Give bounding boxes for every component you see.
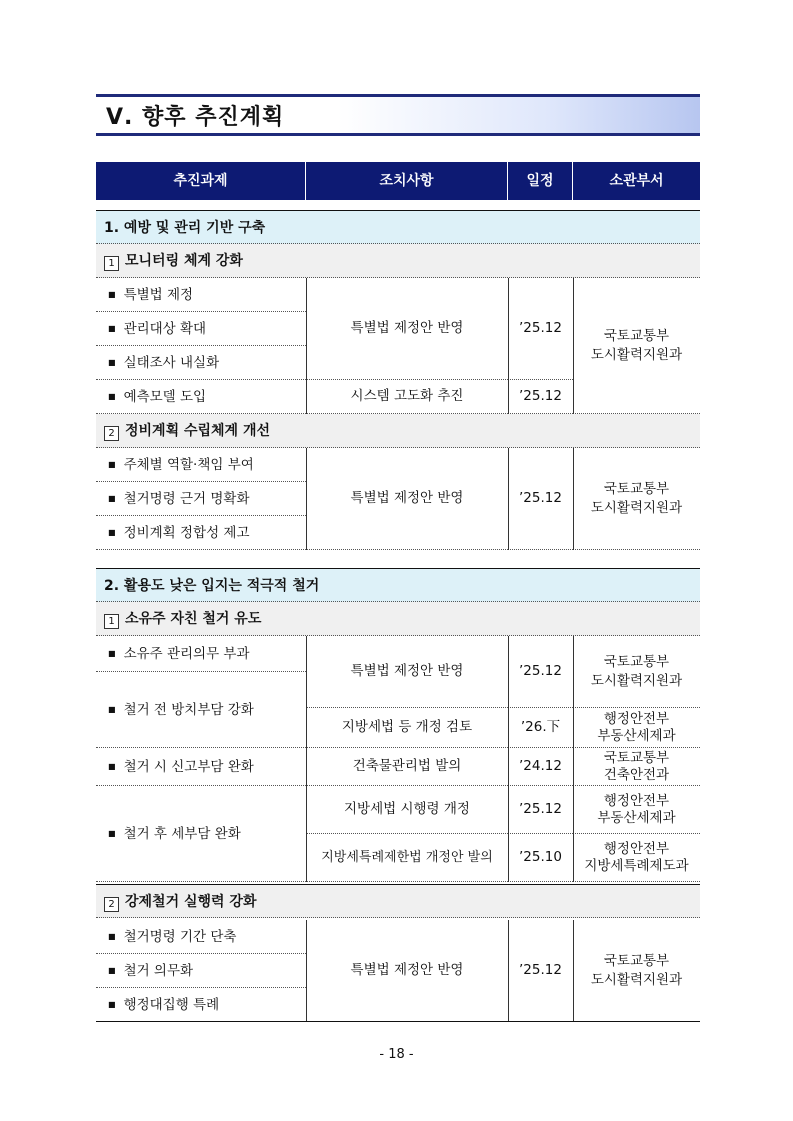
- action-cell: 특별법 제정안 반영: [306, 636, 508, 708]
- list-item: [96, 312, 306, 346]
- column-divider: [508, 920, 509, 1022]
- action-cell: 지방세법 등 개정 검토: [306, 708, 508, 748]
- bullet-icon: ■: [108, 290, 116, 299]
- ministry-name: 행정안전부: [603, 841, 670, 858]
- task-label: 정비계획 정합성 제고: [123, 525, 250, 541]
- date-cell: ’25.12: [508, 636, 573, 708]
- task-label: 소유주 관리의무 부과: [123, 646, 250, 662]
- action-cell: 특별법 제정안 반영: [306, 278, 508, 380]
- column-divider: [573, 636, 574, 882]
- division-name: 도시활력지원과: [590, 346, 683, 363]
- date-cell: ’25.12: [508, 786, 573, 834]
- bullet-icon: ■: [108, 705, 116, 714]
- column-divider: [508, 636, 509, 882]
- page-number: - 18 -: [379, 1047, 414, 1062]
- section-label: 2. 활용도 낮은 입지는 적극적 철거: [104, 578, 320, 594]
- date-cell: ’26.下: [508, 708, 573, 748]
- bullet-icon: ■: [108, 324, 116, 333]
- bullet-icon: ■: [108, 649, 116, 658]
- number-box: 2: [104, 897, 119, 912]
- department-cell: [573, 834, 700, 882]
- section-title-bar: [96, 94, 700, 141]
- bullet-icon: ■: [108, 932, 116, 941]
- date-cell: ’24.12: [508, 748, 573, 786]
- list-item: [96, 448, 306, 482]
- department-cell: [573, 786, 700, 834]
- number-box: 2: [104, 426, 119, 441]
- subsection-label: 정비계획 수립체계 개선: [125, 423, 270, 439]
- column-divider: [306, 920, 307, 1022]
- division-name: 지방세특례제도과: [584, 857, 689, 874]
- subsection-label: 모니터링 체계 강화: [125, 253, 243, 269]
- subsection-row: [96, 244, 700, 278]
- task-label: 예측모델 도입: [123, 389, 207, 405]
- bullet-icon: ■: [108, 1000, 116, 1009]
- task-label: 철거 시 신고부담 완화: [123, 759, 254, 775]
- task-label: 관리대상 확대: [123, 321, 207, 337]
- bullet-icon: ■: [108, 392, 116, 401]
- column-divider: [306, 278, 307, 414]
- division-name: 도시활력지원과: [590, 499, 683, 516]
- list-item: [96, 954, 306, 988]
- division-name: 도시활력지원과: [590, 672, 683, 689]
- task-label: 실태조사 내실화: [123, 355, 220, 371]
- column-divider: [573, 448, 574, 550]
- bullet-icon: ■: [108, 358, 116, 367]
- subsection-row: [96, 602, 700, 636]
- department-cell: [573, 278, 700, 414]
- list-item: [96, 278, 306, 312]
- ministry-name: 행정안전부: [603, 711, 670, 728]
- ministry-name: 국토교통부: [603, 953, 670, 970]
- ministry-name: 국토교통부: [603, 750, 670, 767]
- header-schedule: 일정: [508, 162, 573, 200]
- bullet-icon: ■: [108, 762, 116, 771]
- title-bottom-rule: [96, 133, 700, 136]
- division-name: 도시활력지원과: [590, 971, 683, 988]
- bullet-icon: ■: [108, 829, 116, 838]
- section-row: [96, 210, 700, 244]
- bullet-icon: ■: [108, 966, 116, 975]
- ministry-name: 국토교통부: [603, 654, 670, 671]
- list-item: [96, 346, 306, 380]
- action-cell: 건축물관리법 발의: [306, 748, 508, 786]
- header-task: 추진과제: [96, 162, 306, 200]
- task-label: 철거명령 기간 단축: [123, 929, 237, 945]
- list-item: [96, 636, 306, 672]
- division-name: 부동산세제과: [597, 727, 676, 744]
- ministry-name: 국토교통부: [603, 328, 670, 345]
- task-label: 특별법 제정: [123, 287, 194, 303]
- header-department: 소관부서: [609, 173, 664, 189]
- number-box: 1: [104, 256, 119, 271]
- date-cell: ’25.12: [508, 448, 573, 550]
- action-cell: 지방세특례제한법 개정안 발의: [306, 834, 508, 882]
- column-divider: [573, 278, 574, 414]
- header-action: 조치사항: [306, 162, 508, 200]
- list-item: [96, 988, 306, 1022]
- number-box: 1: [104, 614, 119, 629]
- table-bottom-rule: [96, 1021, 700, 1022]
- task-label: 철거 후 세부담 완화: [123, 826, 241, 842]
- date-cell: ’25.10: [508, 834, 573, 882]
- column-divider: [508, 448, 509, 550]
- task-label: 주체별 역할·책임 부여: [123, 457, 254, 473]
- list-item: [96, 748, 306, 786]
- subsection-label: 소유주 자친 철거 유도: [125, 611, 262, 627]
- action-cell: 시스템 고도화 추진: [306, 380, 508, 414]
- department-cell: [573, 920, 700, 1022]
- column-divider: [306, 636, 307, 882]
- department-cell: [573, 636, 700, 708]
- column-divider: [306, 448, 307, 550]
- list-item: [96, 920, 306, 954]
- section-label: 1. 예방 및 관리 기반 구축: [104, 220, 266, 236]
- subsection-row: [96, 414, 700, 448]
- division-name: 건축안전과: [603, 766, 670, 783]
- department-cell: [573, 448, 700, 550]
- list-item: [96, 516, 306, 550]
- bullet-icon: ■: [108, 494, 116, 503]
- section-row: [96, 568, 700, 602]
- date-cell: ’25.12: [508, 380, 573, 414]
- subsection-row: [96, 884, 700, 918]
- action-cell: 지방세법 시행령 개정: [306, 786, 508, 834]
- column-divider: [508, 278, 509, 414]
- table-header: [96, 162, 700, 200]
- ministry-name: 행정안전부: [603, 793, 670, 810]
- page-title: Ⅴ. 향후 추진계획: [106, 105, 285, 130]
- date-cell: ’25.12: [508, 920, 573, 1022]
- department-cell: [573, 748, 700, 786]
- list-item: [96, 380, 306, 414]
- list-item: [96, 672, 306, 748]
- list-item: [96, 482, 306, 516]
- task-label: 철거명령 근거 명확화: [123, 491, 250, 507]
- task-label: 철거 의무화: [123, 963, 194, 979]
- date-cell: ’25.12: [508, 278, 573, 380]
- task-label: 철거 전 방치부담 강화: [123, 702, 254, 718]
- action-cell: 특별법 제정안 반영: [306, 448, 508, 550]
- list-item: [96, 786, 306, 882]
- task-label: 행정대집행 특례: [123, 997, 220, 1013]
- subsection-label: 강제철거 실행력 강화: [125, 894, 257, 910]
- action-cell: 특별법 제정안 반영: [306, 920, 508, 1022]
- division-name: 부동산세제과: [597, 809, 676, 826]
- bullet-icon: ■: [108, 528, 116, 537]
- department-cell: [573, 708, 700, 748]
- bullet-icon: ■: [108, 460, 116, 469]
- column-divider: [573, 920, 574, 1022]
- ministry-name: 국토교통부: [603, 481, 670, 498]
